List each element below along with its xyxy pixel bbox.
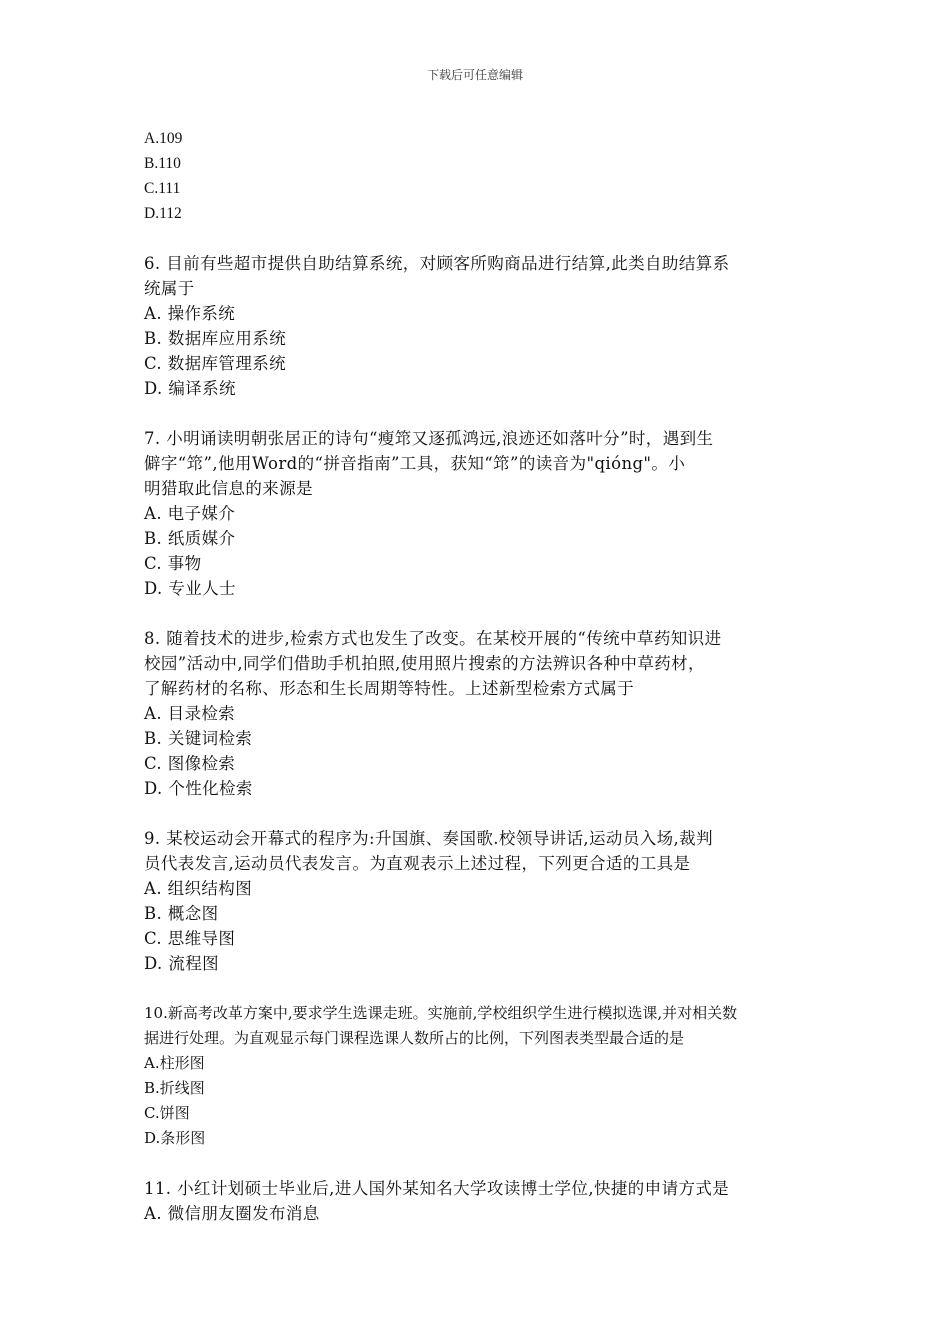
question-10-text-line: 据进行处理。为直观显示每门课程选课人数所占的比例，下列图表类型最合适的是 [144, 1029, 685, 1047]
question-9-text-line: 员代表发言,运动员代表发言。为直观表示上述过程，下列更合适的工具是 [144, 854, 691, 873]
option-c: C.饼图 [144, 1104, 190, 1122]
question-10-text-line: 10.新高考改革方案中,要求学生选课走班。实施前,学校组织学生进行模拟选课,并对相关数 [144, 1004, 738, 1022]
question-8-text-line: 8. 随着技术的进步,检索方式也发生了改变。在某校开展的“传统中草药知识进 [144, 629, 722, 648]
question-9 [144, 826, 814, 976]
option-c: C. 图像检索 [144, 754, 236, 773]
option-c: C.111 [144, 180, 181, 197]
option-c: C. 数据库管理系统 [144, 354, 287, 373]
question-8 [144, 626, 814, 801]
document-body [144, 126, 814, 1226]
question-7-text-line: 明猎取此信息的来源是 [144, 479, 313, 498]
question-7 [144, 426, 814, 601]
question-11 [144, 1176, 814, 1226]
option-a: A. 组织结构图 [144, 879, 253, 898]
question-7-text-line: 僻字“筇”,他用Word的“拼音指南”工具，获知“筇”的读音为"qióng"。小 [144, 454, 686, 473]
option-d: D. 个性化检索 [144, 779, 253, 798]
question-7-text-line: 7. 小明诵读明朝张居正的诗句“瘦筇又逐孤鸿远,浪迹还如落叶分”时，遇到生 [144, 429, 714, 448]
option-a: A.柱形图 [144, 1054, 205, 1072]
option-d: D.条形图 [144, 1129, 206, 1147]
option-a: A. 目录检索 [144, 704, 236, 723]
question-11-text-line: 11. 小红计划硕士毕业后,进人国外某知名大学攻读博士学位,快捷的申请方式是 [144, 1179, 730, 1198]
option-b: B. 纸质媒介 [144, 529, 236, 548]
question-10 [144, 1001, 814, 1151]
page-header: 下载后可任意编辑 [426, 68, 523, 82]
option-c: C. 事物 [144, 554, 202, 573]
question-8-text-line: 校园”活动中,同学们借助手机拍照,使用照片搜索的方法辨识各种中草药材， [144, 654, 705, 673]
option-d: D. 编译系统 [144, 379, 236, 398]
option-b: B.折线图 [144, 1079, 205, 1097]
question-9-text-line: 9. 某校运动会开幕式的程序为:升国旗、奏国歌.校领导讲话,运动员入场,裁判 [144, 829, 713, 848]
option-d: D. 流程图 [144, 954, 220, 973]
option-d: D.112 [144, 205, 182, 222]
option-b: B. 关键词检索 [144, 729, 253, 748]
question-8-text-line: 了解药材的名称、形态和生长周期等特性。上述新型检索方式属于 [144, 679, 635, 698]
question-6-text-line: 6. 目前有些超市提供自助结算系统，对顾客所购商品进行结算,此类自助结算系 [144, 254, 730, 273]
option-a: A. 操作系统 [144, 304, 236, 323]
option-b: B.110 [144, 155, 181, 172]
option-a: A. 微信朋友圈发布消息 [144, 1204, 320, 1223]
question-6-text-line: 统属于 [144, 279, 195, 298]
option-a: A. 电子媒介 [144, 504, 236, 523]
option-a: A.109 [144, 130, 183, 147]
question-5-options [144, 126, 814, 226]
question-6 [144, 251, 814, 401]
option-b: B. 概念图 [144, 904, 219, 923]
option-d: D. 专业人士 [144, 579, 236, 598]
option-c: C. 思维导图 [144, 929, 236, 948]
option-b: B. 数据库应用系统 [144, 329, 287, 348]
